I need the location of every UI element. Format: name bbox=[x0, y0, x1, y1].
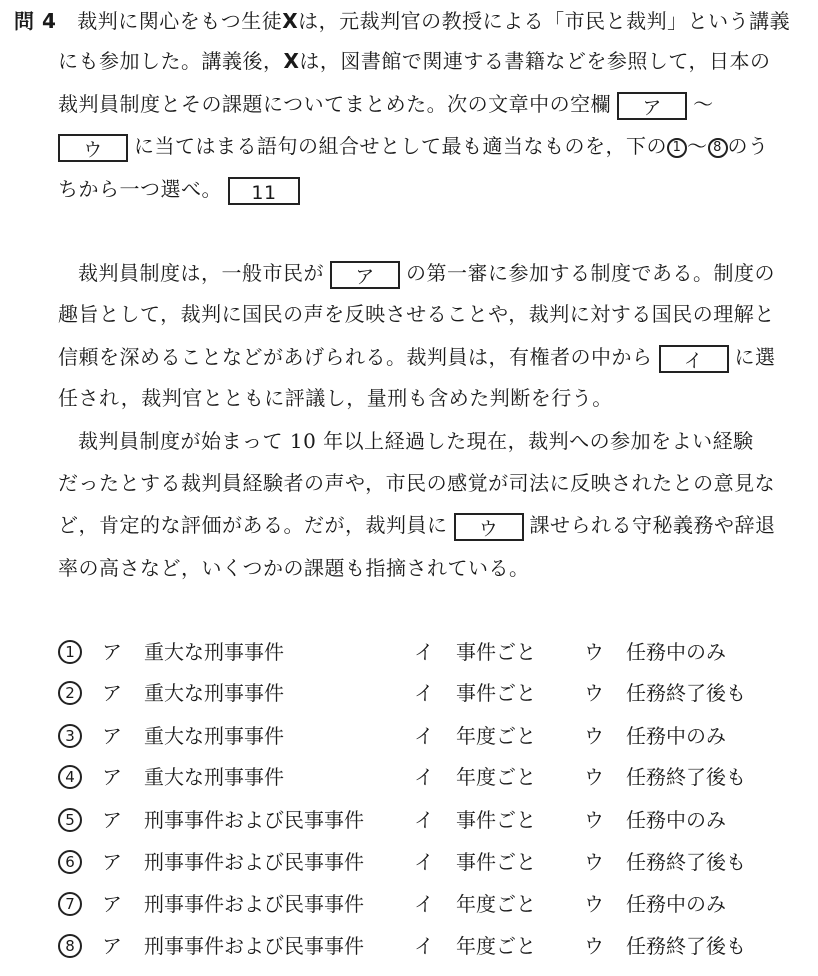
choice-a-value: 重大な刑事事件 bbox=[144, 640, 284, 664]
choice-a-value: 重大な刑事事件 bbox=[144, 681, 284, 705]
choice-a-value: 刑事事件および民事事件 bbox=[144, 892, 364, 916]
passage-p2-line-2: だったとする裁判員経験者の声や，市民の感覚が司法に反映されたとの意見な bbox=[58, 471, 776, 495]
blank-box-u: ウ bbox=[58, 134, 128, 162]
choice-u-value: 任務中のみ bbox=[626, 808, 726, 832]
choice-u-value: 任務終了後も bbox=[626, 765, 746, 789]
choice-i-value: 事件ごと bbox=[456, 850, 536, 874]
blank-box-i-passage: イ bbox=[659, 345, 729, 373]
choice-option[interactable]: 1 ア 重大な刑事事件 イ 事件ごと ウ 任務中のみ bbox=[58, 638, 778, 666]
choice-number: 6 bbox=[58, 850, 82, 874]
choice-u-value: 任務終了後も bbox=[626, 934, 746, 958]
choice-option[interactable]: 4 ア 重大な刑事事件 イ 年度ごと ウ 任務終了後も bbox=[58, 763, 778, 791]
choice-i-value: 年度ごと bbox=[456, 724, 536, 748]
choice-option[interactable]: 8 ア 刑事事件および民事事件 イ 年度ごと ウ 任務終了後も bbox=[58, 932, 778, 960]
question-number: 問 4 bbox=[14, 9, 57, 33]
blank-box-a-passage: ア bbox=[330, 261, 400, 289]
choice-option[interactable]: 6 ア 刑事事件および民事事件 イ 事件ごと ウ 任務終了後も bbox=[58, 848, 778, 876]
choice-marker-1: 1 bbox=[667, 138, 687, 158]
passage-p1-line-4: 任され，裁判官とともに評議し，量刑も含めた判断を行う。 bbox=[58, 386, 613, 410]
choice-option[interactable]: 7 ア 刑事事件および民事事件 イ 年度ごと ウ 任務中のみ bbox=[58, 890, 778, 918]
choice-a-value: 重大な刑事事件 bbox=[144, 724, 284, 748]
choice-u-value: 任務中のみ bbox=[626, 724, 726, 748]
choice-a-value: 重大な刑事事件 bbox=[144, 765, 284, 789]
choice-number: 1 bbox=[58, 640, 82, 664]
question-line-2: にも参加した。講義後，Xは，図書館で関連する書籍などを参照して，日本の bbox=[58, 49, 771, 73]
choice-a-value: 刑事事件および民事事件 bbox=[144, 850, 364, 874]
choice-marker-8: 8 bbox=[708, 138, 728, 158]
passage-p1-line-2: 趣旨として，裁判に国民の声を反映させることや，裁判に対する国民の理解と bbox=[58, 302, 775, 326]
choice-a-value: 刑事事件および民事事件 bbox=[144, 808, 364, 832]
choice-i-value: 事件ごと bbox=[456, 640, 536, 664]
answer-box: 11 bbox=[228, 177, 300, 205]
question-line-3: 裁判員制度とその課題についてまとめた。次の文章中の空欄 ア 〜 bbox=[58, 92, 714, 119]
choice-i-value: 年度ごと bbox=[456, 765, 536, 789]
choice-i-value: 年度ごと bbox=[456, 892, 536, 916]
question-line-4: ウ に当てはまる語句の組合せとして最も適当なものを，下の 1 〜 8 のう bbox=[58, 132, 769, 162]
choice-u-value: 任務中のみ bbox=[626, 640, 726, 664]
passage-p2-line-3: ど，肯定的な評価がある。だが，裁判員に ウ 課せられる守秘義務や辞退 bbox=[58, 513, 776, 540]
choice-number: 3 bbox=[58, 724, 82, 748]
passage-p2-line-1: 裁判員制度が始まって 10 年以上経過した現在，裁判への参加をよい経験 bbox=[78, 429, 754, 453]
passage-p1-line-3: 信頼を深めることなどがあげられる。裁判員は，有権者の中から イ に選 bbox=[58, 345, 776, 372]
blank-box-a: ア bbox=[617, 92, 687, 120]
choice-number: 7 bbox=[58, 892, 82, 916]
blank-box-u-passage: ウ bbox=[454, 513, 524, 541]
choice-u-value: 任務中のみ bbox=[626, 892, 726, 916]
choice-number: 2 bbox=[58, 681, 82, 705]
choice-option[interactable]: 3 ア 重大な刑事事件 イ 年度ごと ウ 任務中のみ bbox=[58, 722, 778, 750]
choice-u-value: 任務終了後も bbox=[626, 681, 746, 705]
question-line-1: 問 4 裁判に関心をもつ生徒Xは，元裁判官の教授による「市民と裁判」という講義 bbox=[14, 9, 791, 33]
passage-p2-line-4: 率の高さなど，いくつかの課題も指摘されている。 bbox=[58, 556, 530, 580]
choice-i-value: 事件ごと bbox=[456, 681, 536, 705]
passage-p1-line-1: 裁判員制度は，一般市民が ア の第一審に参加する制度である。制度の bbox=[78, 261, 775, 288]
student-x: X bbox=[282, 9, 299, 33]
choice-option[interactable]: 5 ア 刑事事件および民事事件 イ 事件ごと ウ 任務中のみ bbox=[58, 806, 778, 834]
choice-number: 5 bbox=[58, 808, 82, 832]
choice-number: 8 bbox=[58, 934, 82, 958]
choice-u-value: 任務終了後も bbox=[626, 850, 746, 874]
choice-number: 4 bbox=[58, 765, 82, 789]
choice-option[interactable]: 2 ア 重大な刑事事件 イ 事件ごと ウ 任務終了後も bbox=[58, 679, 778, 707]
choice-i-value: 年度ごと bbox=[456, 934, 536, 958]
choice-a-value: 刑事事件および民事事件 bbox=[144, 934, 364, 958]
choice-i-value: 事件ごと bbox=[456, 808, 536, 832]
question-line-5: ちから一つ選べ。 11 bbox=[58, 175, 306, 205]
